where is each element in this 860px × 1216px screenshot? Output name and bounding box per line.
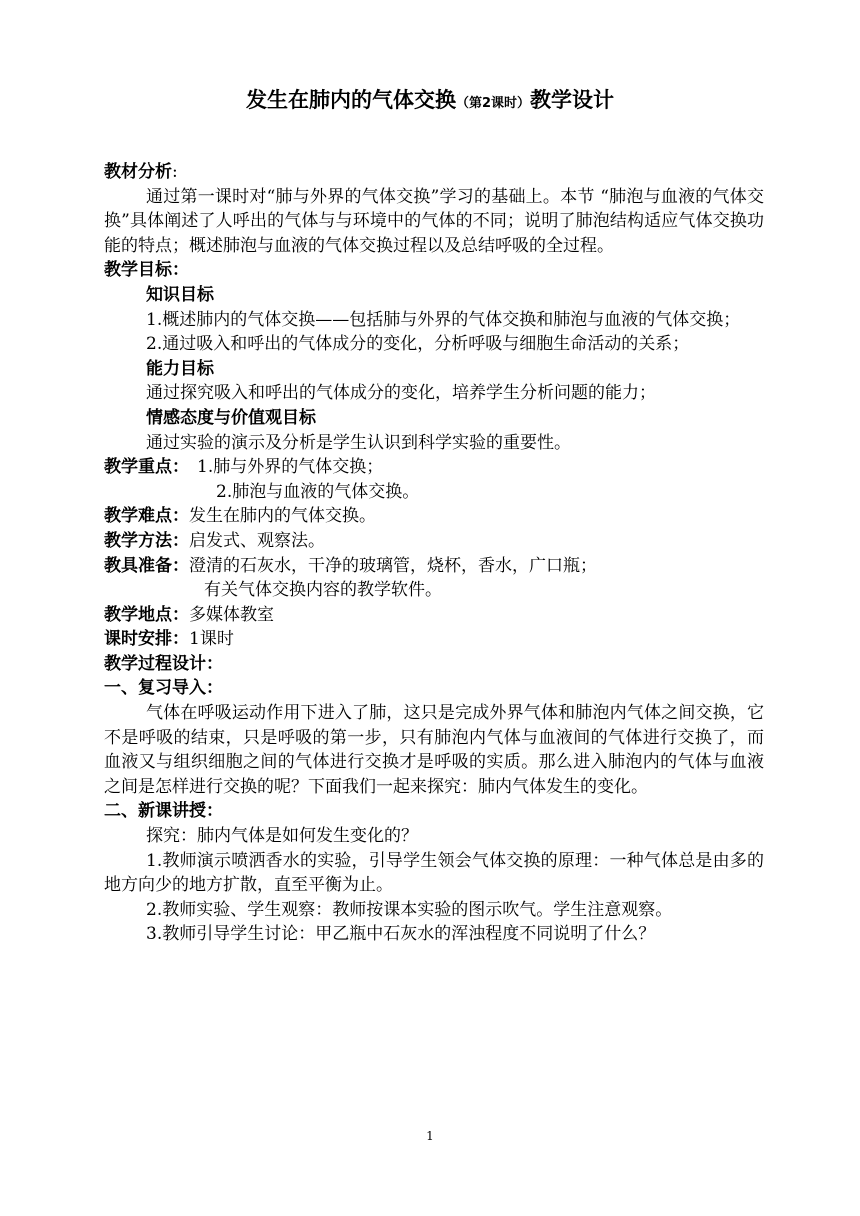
- tools-row: [104, 554, 764, 579]
- difficulty-row: [104, 504, 764, 529]
- place-value: 多媒体教室: [189, 604, 274, 625]
- page-number: 1: [426, 1129, 434, 1143]
- place-label: 教学地点：: [104, 604, 189, 625]
- difficulty-label: 教学难点：: [104, 506, 189, 527]
- difficulty-value: 发生在肺内的气体交换。: [189, 506, 376, 527]
- key-points-item-2: 2.肺泡与血液的气体交换。: [216, 481, 420, 502]
- document-body: [104, 160, 764, 947]
- key-points-label: 教学重点：: [104, 457, 189, 478]
- lesson-step-1: 1.教师演示喷洒香水的实验，引导学生领会气体交换的原理：一种气体总是由多的地方向少的地方扩散，直至平衡为止。: [104, 850, 764, 896]
- review-paragraph: 气体在呼吸运动作用下进入了肺，这只是完成外界气体和肺泡内气体之间交换，它不是呼吸的结束，只是呼吸的第一步，只有肺泡内气体与血液间的气体进行交换了，而血液又与组织细胞之间的气体进行交换才是呼吸的实质。那么进入肺泡内的气体与血液之间是怎样进行交换的呢？下面我们一起来探究：肺内气体发生的变化。: [104, 703, 764, 797]
- title-main: 发生在肺内的气体交换: [245, 88, 456, 112]
- analysis-heading: 教材分析:: [104, 162, 178, 182]
- tools-label: 教具准备：: [104, 555, 189, 576]
- process-heading: 教学过程设计：: [104, 653, 223, 674]
- analysis-heading-colon: :: [172, 162, 178, 182]
- tools-value-1: 澄清的石灰水，干净的玻璃管，烧杯，香水，广口瓶；: [189, 555, 597, 576]
- title-end: 教学设计: [530, 88, 615, 112]
- hours-value: 1课时: [189, 629, 234, 650]
- key-points-row: [104, 455, 764, 480]
- ability-goal-heading: 能力目标: [146, 358, 214, 379]
- knowledge-goal-heading: 知识目标: [146, 284, 214, 305]
- place-row: [104, 603, 764, 628]
- method-value: 启发式、观察法。: [189, 530, 325, 551]
- hours-label: 课时安排：: [104, 629, 189, 650]
- key-points-item-1: 1.肺与外界的气体交换；: [197, 457, 384, 478]
- ability-goal-text: 通过探究吸入和呼出的气体成分的变化，培养学生分析问题的能力；: [146, 383, 656, 404]
- analysis-paragraph: 通过第一课时对“肺与外界的气体交换”学习的基础上。本节 “肺泡与血液的气体交换”具体阐述了人呼出的气体与与环境中的气体的不同；说明了肺泡结构适应气体交换功能的特点；概述肺泡与血液的气体交换过程以及总结呼吸的全过程。: [104, 186, 764, 256]
- tools-value-2: 有关气体交换内容的教学软件。: [204, 580, 442, 601]
- hours-row: [104, 627, 764, 652]
- method-row: [104, 529, 764, 554]
- emotion-goal-text: 通过实验的演示及分析是学生认识到科学实验的重要性。: [146, 432, 571, 453]
- new-lesson-heading: 二、新课讲授：: [104, 801, 223, 822]
- lesson-step-2: 2.教师实验、学生观察：教师按课本实验的图示吹气。学生注意观察。: [146, 899, 673, 920]
- goals-heading: 教学目标：: [104, 260, 189, 281]
- document-title: [0, 86, 860, 118]
- review-heading: 一、复习导入：: [104, 678, 223, 699]
- lesson-step-3: 3.教师引导学生讨论：甲乙瓶中石灰水的浑浊程度不同说明了什么？: [146, 924, 656, 945]
- inquiry-text: 探究：肺内气体是如何发生变化的？: [146, 826, 418, 847]
- knowledge-goal-item-1: 1.概述肺内的气体交换——包括肺与外界的气体交换和肺泡与血液的气体交换；: [146, 309, 741, 330]
- knowledge-goal-item-2: 2.通过吸入和呼出的气体成分的变化，分析呼吸与细胞生命活动的关系；: [146, 334, 690, 355]
- method-label: 教学方法：: [104, 530, 189, 551]
- title-lesson-note: （第2课时）: [455, 96, 531, 111]
- emotion-goal-heading: 情感态度与价值观目标: [146, 407, 316, 428]
